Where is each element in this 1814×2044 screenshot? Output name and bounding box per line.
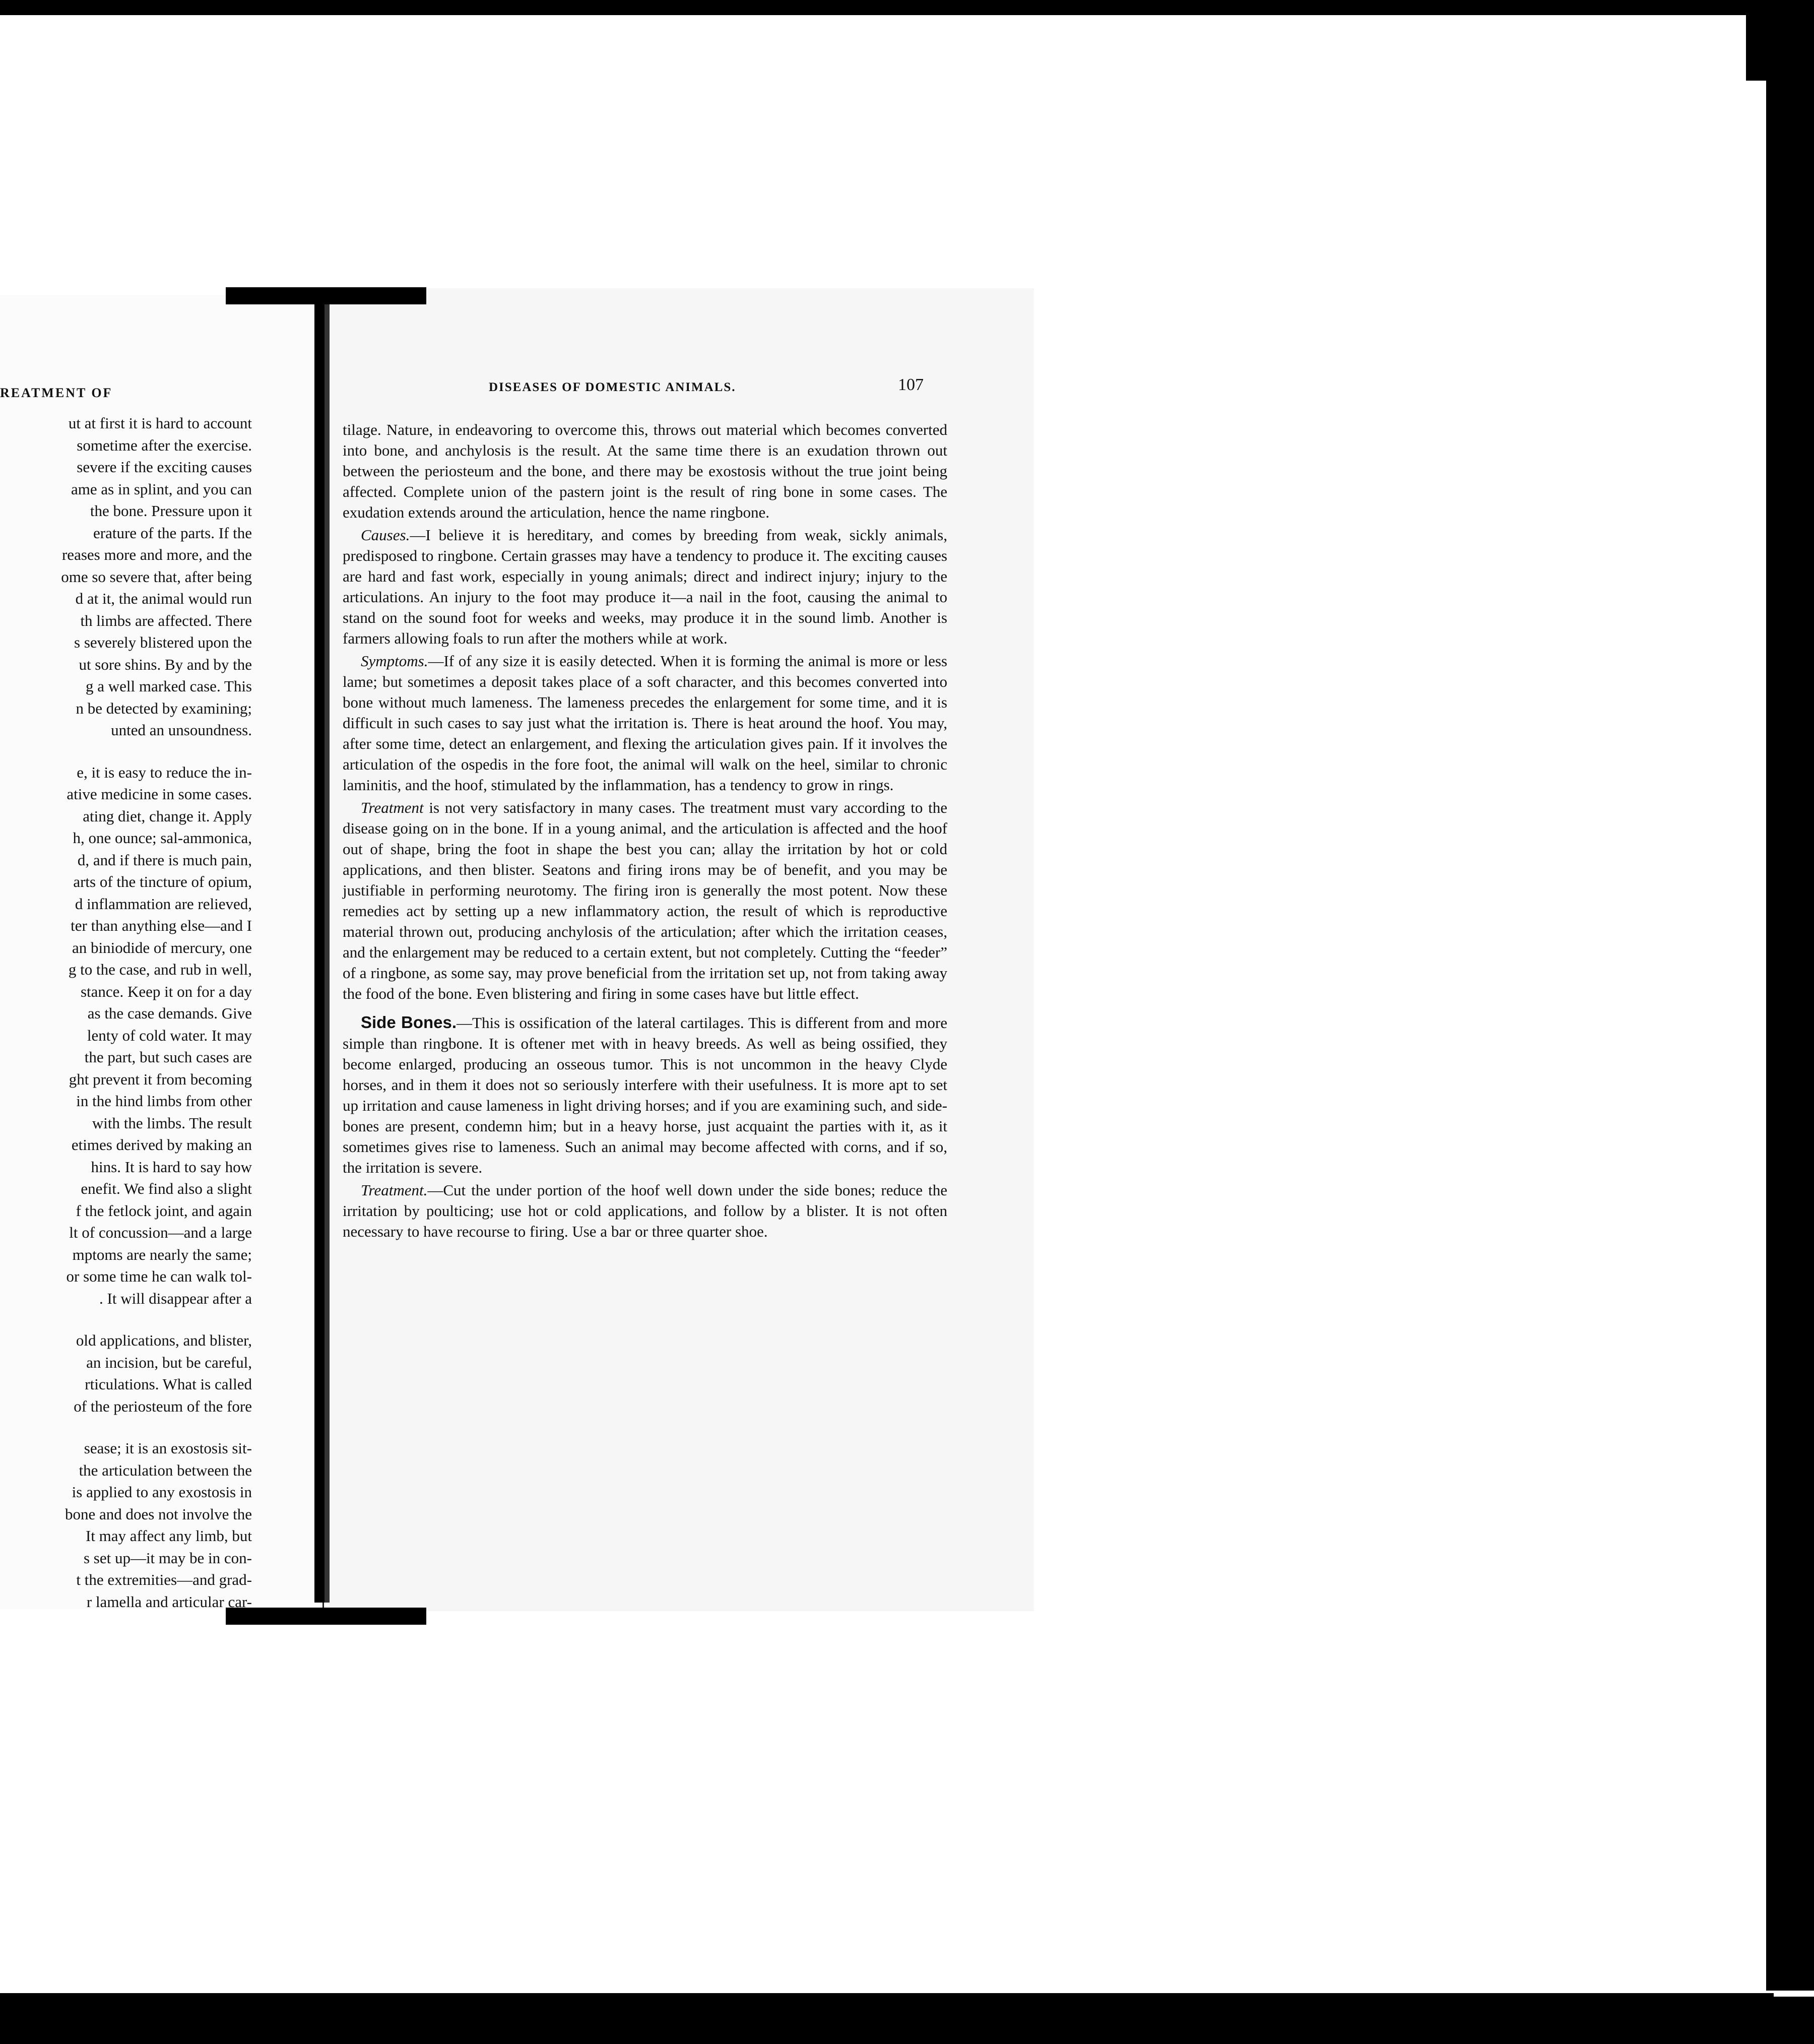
left-page-line: reases more and more, and the	[61, 546, 252, 563]
left-page-gap	[0, 741, 252, 761]
left-page-line: stance. Keep it on for a day	[80, 982, 252, 1000]
left-page-line: lenty of cold water. It may	[87, 1026, 252, 1044]
paragraph-treatment	[343, 797, 947, 1004]
left-page-line: . It will disappear after a	[99, 1289, 252, 1307]
left-page-line: sometime after the exercise.	[77, 436, 252, 454]
left-page-line: d, and if there is much pain,	[77, 851, 252, 869]
left-page-line: ut sore shins. By and by the	[79, 655, 252, 673]
left-page-line: in the hind limbs from other	[76, 1092, 252, 1110]
left-page-line: r lamella and articular car-	[86, 1592, 252, 1611]
symptoms-text: —If of any size it is easily detected. When it is forming the animal is more or less lame; but sometimes a deposit takes place of a soft character, and this becomes converted into bone without much lameness. The lameness precedes the enlargement for some time, and it is difficult in such cases to say just what the irritation is. There is heat around the hoof. You may, after some time, detect an enlargement, and flexing the articulation gives pain. If it involves the articulation of the ospedis in the fore foot, the animal will walk on the heel, similar to chronic laminitis, and the hoof, stimulated by the inflammation, has a tendency to grow in rings.	[343, 652, 947, 794]
left-page-line: g to the case, and rub in well,	[68, 961, 252, 978]
left-page-line: t the extremities—and grad-	[76, 1571, 252, 1588]
left-page-line: h, one ounce; sal-ammonica,	[73, 829, 252, 847]
treatment-text: is not very satisfactory in many cases. The treatment must vary according to the disease going on in the bone. If in a young animal, and the articulation is affected and the hoof out of shape, bring the foot in shape the best you can; allay the irritation by hot or cold applications, and then blister. Seatons and firing irons may be of benefit, and you may be justifiable in performing neurotomy. The firing iron is generally the most potent. Now these remedies act by setting up a new inflammatory action, the result of which is reproductive material thrown out, producing anchylosis of the articulation; after which the irritation ceases, and the enlargement may be reduced to a certain extent, but not completely. Cutting the “feeder” of a ringbone, as some say, may prove beneficial from the irritation set up, not from taking away the food of the bone. Even blistering and firing in some cases have but little effect.	[343, 799, 947, 1002]
right-running-header: DISEASES OF DOMESTIC ANIMALS.	[489, 380, 736, 394]
left-page-text	[0, 412, 252, 1613]
right-page-text	[343, 419, 947, 1244]
left-page-line: the articulation between the	[79, 1461, 252, 1479]
book-gutter-shadow	[325, 302, 330, 1603]
scan-border-right	[1766, 45, 1814, 1991]
left-page-line: unted an unsoundness.	[111, 721, 252, 739]
paragraph-intro: tilage. Nature, in endeavoring to overcome this, throws out material which becomes converted into bone, and anchylosis is the result. At the same time there is an exudation thrown out between the periosteum and the bone, and there may be exostosis without the true joint being affected. Complete union of the pastern joint is the result of ring bone in some cases. The exudation extends around the articulation, hence the name ringbone.	[343, 421, 947, 521]
left-page-line: g a well marked case. This	[86, 677, 252, 695]
page-clip-top	[226, 287, 426, 304]
page-clip-bottom	[226, 1608, 426, 1625]
scan-border-top	[0, 0, 1814, 15]
left-page-line: It may affect any limb, but	[86, 1527, 252, 1545]
left-page-line: rticulations. What is called	[85, 1375, 252, 1393]
left-page-line: is applied to any exostosis in	[72, 1483, 252, 1501]
treatment-2-text: —Cut the under portion of the hoof well down under the side bones; reduce the irritation by poulticing; use hot or cold applications, and follow by a blister. It is not often necessary to have recourse to firing. Use a bar or three quarter shoe.	[343, 1181, 947, 1240]
left-page-line: d at it, the animal would run	[75, 590, 252, 607]
left-page-line: lt of concussion—and a large	[69, 1224, 252, 1241]
left-page-line: enefit. We find also a slight	[81, 1180, 252, 1197]
left-page-line: of the periosteum of the fore	[74, 1397, 252, 1415]
left-page-line: bone and does not involve the	[64, 1505, 252, 1523]
paragraph-symptoms	[343, 651, 947, 795]
left-page-line: e, it is easy to reduce the in-	[77, 763, 252, 781]
left-page-line: an incision, but be careful,	[86, 1353, 252, 1371]
left-page-line: n be detected by examining;	[76, 699, 252, 717]
left-page-line: severe if the exciting causes	[77, 458, 252, 476]
left-page-line: or some time he can walk tol-	[66, 1267, 252, 1285]
left-page-line: the part, but such cases are	[84, 1048, 252, 1066]
left-page-line: arts of the tincture of opium,	[73, 873, 252, 890]
left-page-line: erature of the parts. If the	[93, 524, 252, 542]
left-page-gap	[0, 1417, 252, 1437]
page-number: 107	[898, 375, 924, 394]
left-page-line: th limbs are affected. There	[80, 611, 252, 629]
paragraph-causes	[343, 525, 947, 649]
left-page-line: ght prevent it from becoming	[69, 1070, 252, 1088]
left-page-line: d inflammation are relieved,	[75, 895, 252, 913]
left-page-line: ating diet, change it. Apply	[83, 807, 252, 825]
left-page-line: hins. It is hard to say how	[91, 1158, 252, 1176]
left-page-line: f the fetlock joint, and again	[76, 1201, 252, 1220]
treatment-2-heading: Treatment.	[361, 1181, 428, 1199]
symptoms-heading: Symptoms.	[361, 652, 428, 670]
left-page-gap	[0, 1309, 252, 1329]
left-page-line: the bone. Pressure upon it	[90, 502, 252, 520]
left-page-line: ut at first it is hard to account	[68, 414, 252, 432]
treatment-heading: Treatment	[361, 799, 424, 816]
book-gutter	[314, 302, 325, 1603]
left-page-line: with the limbs. The result	[92, 1114, 252, 1132]
side-bones-heading: Side Bones.	[361, 1013, 457, 1032]
left-page-line: ter than anything else—and I	[71, 917, 252, 934]
causes-heading: Causes.	[361, 526, 410, 544]
left-page-line: ative medicine in some cases.	[67, 785, 252, 803]
scan-border-bottom	[0, 1997, 1814, 2044]
left-page-line: ome so severe that, after being	[61, 567, 252, 586]
left-page-line: mptoms are nearly the same;	[72, 1245, 252, 1263]
paragraph-side-bones	[343, 1012, 947, 1178]
side-bones-text: —This is ossification of the lateral cartilages. This is different from and more simple than ringbone. It is oftener met with in heavy breeds. As well as being ossified, they become enlarged, producing an osseous tumor. This is not uncommon in the heavy Clyde horses, and in them it does not so seriously interfere with their usefulness. It is more apt to set up irritation and cause lameness in light driving horses; and if you are examining such, and side-bones are present, condemn him; but in a heavy horse, just acquaint the parties with it, as it sometimes gives rise to lameness. Such an animal may become affected with corns, and if so, the irritation is severe.	[343, 1014, 947, 1176]
left-running-header: REATMENT OF	[0, 386, 113, 400]
left-page-line: sease; it is an exostosis sit-	[84, 1439, 252, 1457]
left-page-line: etimes derived by making an	[71, 1136, 252, 1154]
left-page-line: s severely blistered upon the	[74, 633, 252, 651]
left-page-line: as the case demands. Give	[87, 1004, 252, 1022]
causes-text: —I believe it is hereditary, and comes by breeding from weak, sickly animals, predisposed to ringbone. Certain grasses may have a tendency to produce it. The exciting causes are hard and fast work, especially in young animals; direct and indirect injury; injury to the articulations. An injury to the foot may produce it—a nail in the foot, causing the animal to stand on the sound foot for weeks and weeks, may produce it in the sound limb. Another is farmers allowing foals to run after the mothers while at work.	[343, 526, 947, 647]
left-page-line: ame as in splint, and you can	[71, 480, 252, 498]
paragraph-treatment-2	[343, 1180, 947, 1242]
left-page-line: an biniodide of mercury, one	[72, 938, 252, 956]
left-page-line: s set up—it may be in con-	[83, 1549, 252, 1567]
left-page-line: old applications, and blister,	[76, 1331, 252, 1349]
